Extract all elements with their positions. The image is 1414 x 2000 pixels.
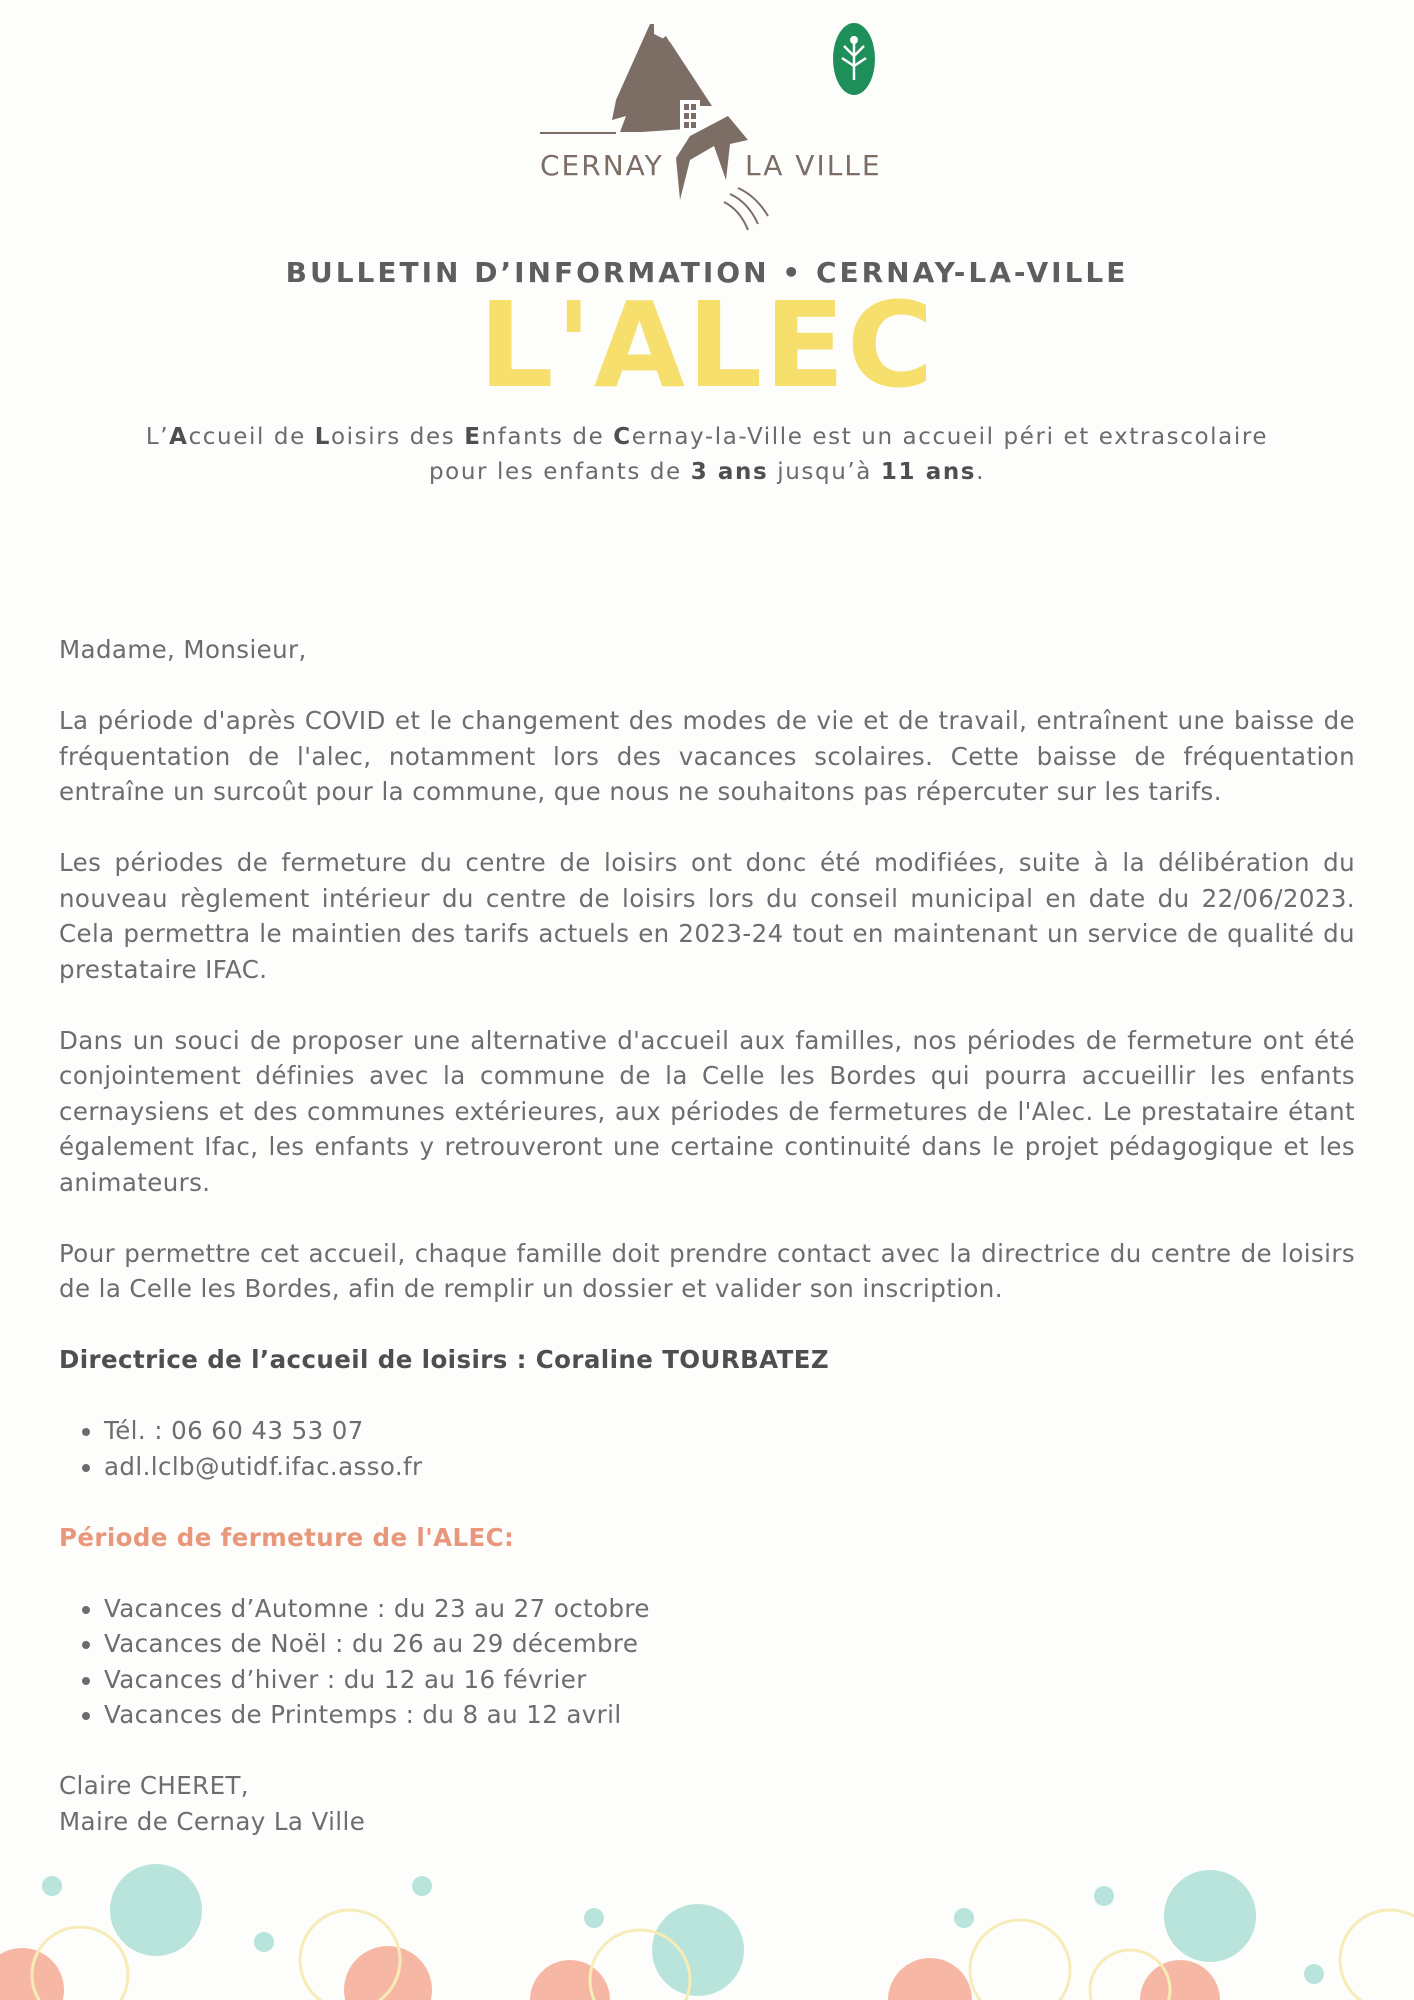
paragraph: La période d'après COVID et le changement des modes de vie et de travail, entraînent une baisse de fréquentation de l'alec, notamment lors des vacances scolaires. Cette baisse de fréquentation entraîne un surcoût pour la commune, que nous ne souhaitons pas répercuter sur les tarifs. [59,706,1355,806]
intro-text-run: jusqu’à [768,459,881,485]
intro-bold: C [613,424,632,450]
closure-item: • Vacances d’hiver : du 12 au 16 février [104,1662,1355,1698]
paragraph: Les périodes de fermeture du centre de loisirs ont donc été modifiées, suite à la délibération du nouveau règlement intérieur du centre de loisirs lors du conseil municipal en date du 22/06/2023. Cela permettra le maintien des tarifs actuels en 2023-24 tout en maintenant un service de qualité du prestataire IFAC. [59,848,1355,984]
logo-text-right: LA VILLE [745,149,882,182]
closure-title: Période de fermeture de l'ALEC: [59,1522,515,1552]
signature-name: Claire CHERET, [59,1771,249,1800]
contact-phone: • Tél. : 06 60 43 53 07 [104,1413,1355,1449]
closure-list [59,1591,1355,1733]
contact-email: • adl.lclb@utidf.ifac.asso.fr [104,1449,1355,1485]
intro-text-run: L’ [145,424,170,450]
closure-item: • Vacances d’Automne : du 23 au 27 octobre [104,1591,1355,1627]
signature [59,1768,1355,1839]
intro-text-run: pour les enfants de [428,459,691,485]
intro-bold: L [314,424,331,450]
intro-text-run: nfants de [481,424,614,450]
decorative-bubbles [0,1840,1414,2000]
director-title: Directrice de l’accueil de loisirs : Coraline TOURBATEZ [59,1345,830,1374]
intro-text-run: ernay-la-Ville est un accueil péri et extrascolaire [631,424,1269,450]
letter-body [59,632,1355,1839]
contact-list [59,1413,1355,1484]
signature-role: Maire de Cernay La Ville [59,1806,366,1836]
paragraph: Dans un souci de proposer une alternative d'accueil aux familles, nos périodes de fermeture ont été conjointement définies avec la commune de la Celle les Bordes qui pourra accueillir les enfants cernaysiens et des communes extérieures, aux périodes de fermetures de l'Alec. Le prestataire étant également Ifac, les enfants y retrouveront une certaine continuité dans le projet pédagogique et les animateurs. [59,1025,1355,1197]
intro-bold: A [169,424,189,450]
intro-text [120,420,1294,490]
coat-of-arms-icon [832,22,876,96]
closure-item: • Vacances de Printemps : du 8 au 12 avril [104,1697,1355,1733]
intro-text-run: . [976,459,986,485]
greeting: Madame, Monsieur, [59,635,307,664]
intro-line-1 [120,420,1294,455]
paragraph: Pour permettre cet accueil, chaque famille doit prendre contact avec la directrice du centre de loisirs de la Celle les Bordes, afin de remplir un dossier et valider son inscription. [59,1238,1355,1303]
intro-bold: E [464,424,482,450]
intro-line-2 [120,455,1294,490]
closure-item: • Vacances de Noël : du 26 au 29 décembre [104,1626,1355,1662]
intro-text-run: oisirs des [331,424,465,450]
intro-bold: 11 ans [880,459,977,485]
intro-bold: 3 ans [690,459,769,485]
intro-text-run: ccueil de [188,424,315,450]
bulletin-kicker: BULLETIN D’INFORMATION • CERNAY-LA-VILLE [285,256,1129,289]
page-title: L'ALEC [478,276,936,414]
logo-text-left: CERNAY [540,149,664,182]
